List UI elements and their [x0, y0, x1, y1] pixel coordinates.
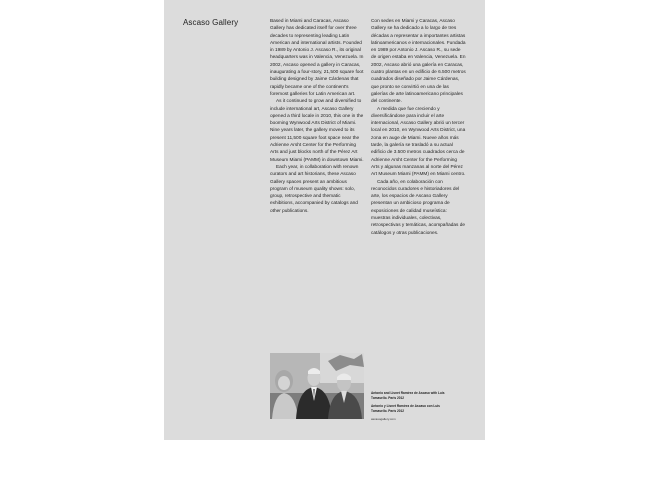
photo-caption-english: Antonio and Lisnet Ramírez de Ascaso with Luis Tomasello. Paris 2012	[371, 391, 445, 400]
spanish-paragraph: A medida que fue creciendo y diversificándose para incluir el arte internacional, Ascaso Gallery abrió un tercer local en 2010, en Wynwood Arts District, una zona en auge de Miami. Nueve años más tarde, la galería se trasladó a su actual edificio de 3.500 metros cuadrados cerca de Adrienne Arsht Center for the Performing Arts y algunas manzanas al norte del Pérez Art Museum Miami (PAMM) en Miami centro.	[371, 106, 466, 178]
photo-caption-spanish: Antonio y Lisnet Ramírez de Ascaso con Luis Tomasello. París 2012	[371, 404, 440, 413]
english-paragraph: As it continued to grow and diversified to include international art, Ascaso Gallery opened a third locale in 2010, this one in the booming Wynwood Arts District of Miami. Nine years later, the gallery moved to its present 11,500 square foot space near the Adrienne Arsht Center for the Performing Arts and just blocks north of the Pérez Art Museum Miami (PAMM) in downtown Miami.	[270, 99, 364, 163]
gallery-title: Ascaso Gallery	[183, 18, 239, 27]
english-paragraph: Each year, in collaboration with renown curators and art historians, these Ascaso Gallery spaces present an ambitious program of museum quality shows: solo, group, retrospective and thematic exhibitions, accompanied by catalogs and other publications.	[270, 164, 359, 214]
spanish-paragraph: Cada año, en colaboración con reconocidos curadores e historiadores del arte, los espacios de Ascaso Gallery presentan un ambicioso programa de exposiciones de calidad museística: muestras individuales, colectivas, retrospectivas y temáticas, acompañadas de catálogos y otras publicaciones.	[371, 179, 465, 236]
photo-credit: ascasogallery.com	[371, 417, 396, 421]
group-photo	[270, 353, 364, 419]
spanish-paragraph: Con sedes en Miami y Caracas, Ascaso Gallery se ha dedicado a lo largo de tres décadas a representar a importantes artistas latinoamericanos e internacionales. Fundada en 1989 por Antonio J. Ascaso R., su sede de origen estaba en Valencia, Venezuela. En 2002, Ascaso abrió una galería en Caracas, cuatro plantas en un edificio de 6.500 metros cuadrados diseñado por Jaime Cárdenas, que pronto se convirtió en una de las galerías de arte latinoamericano principales del continente.	[371, 19, 466, 105]
spanish-text-column	[371, 18, 466, 237]
english-text-column	[270, 18, 365, 215]
english-paragraph: Based in Miami and Caracas, Ascaso Gallery has dedicated itself for over three decades to representing leading Latin American and international artists. Founded in 1989 by Antonio J. Ascaso R., its original headquarters was in Valencia, Venezuela. In 2002, Ascaso opened a gallery in Caracas, inaugurating a four-story, 21,500 square foot building designed by Jaime Cárdenas that rapidly became one of the continent's foremost galleries for Latin American art.	[270, 19, 364, 97]
catalog-page	[164, 0, 485, 440]
group-photo-image	[270, 353, 364, 419]
